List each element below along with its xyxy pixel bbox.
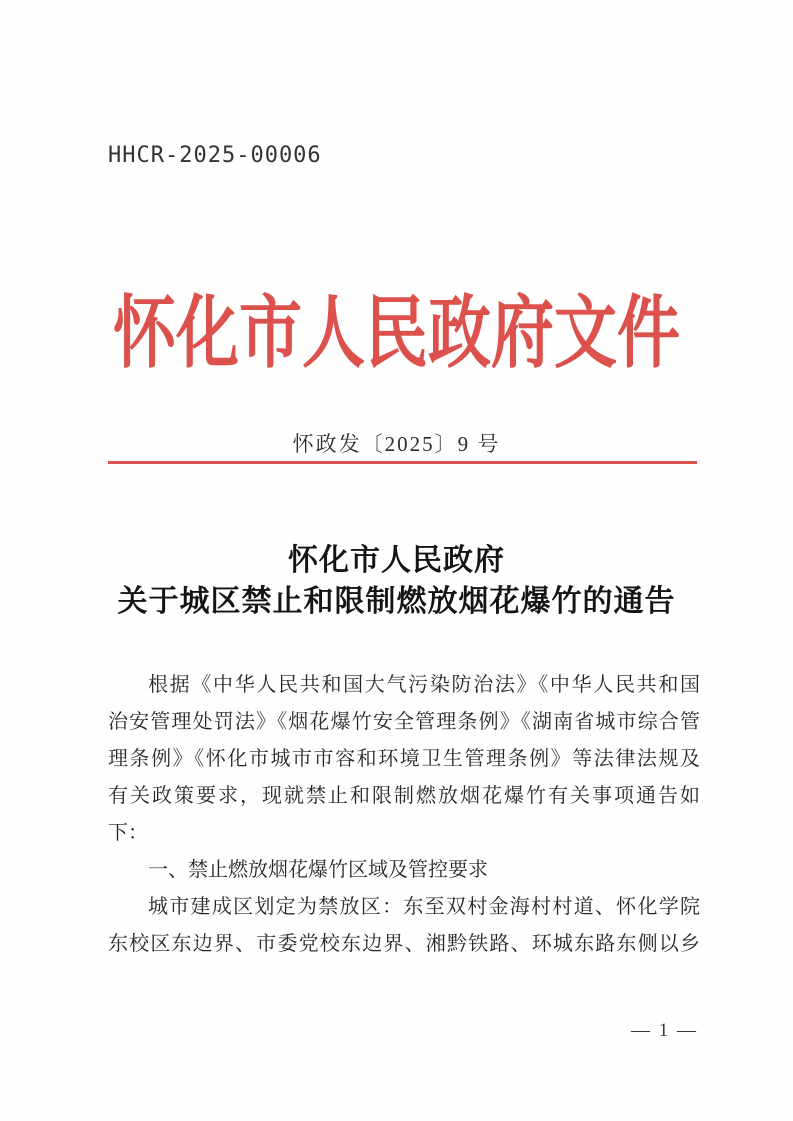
body-line: 东校区东边界、市委党校东边界、湘黔铁路、环城东路东侧以乡 <box>108 933 700 955</box>
body-section-heading: 一、禁止燃放烟花爆竹区域及管控要求 <box>148 859 488 881</box>
body-line: 有关政策要求，现就禁止和限制燃放烟花爆竹有关事项通告如 <box>108 785 700 807</box>
document-title <box>0 540 793 622</box>
body-line: 根据《中华人民共和国大气污染防治法》《中华人民共和国 <box>148 674 700 696</box>
document-title-line1: 怀化市人民政府 <box>288 544 505 577</box>
letterhead <box>0 270 793 378</box>
doc-reference-number: HHCR-2025-00006 <box>108 143 322 168</box>
body-line: 下： <box>108 822 148 844</box>
body-line: 理条例》《怀化市城市市容和环境卫生管理条例》等法律法规及 <box>108 748 700 770</box>
agency-letterhead-title: 怀化市人民政府文件 <box>113 290 680 378</box>
letterhead-divider-line <box>108 461 697 464</box>
page-number: — 1 — <box>631 1020 698 1041</box>
document-title-line2: 关于城区禁止和限制燃放烟花爆竹的通告 <box>117 585 676 618</box>
body-line: 城市建成区划定为禁放区：东至双村金海村村道、怀化学院 <box>148 896 700 918</box>
document-body <box>108 667 700 963</box>
body-line: 治安管理处罚法》《烟花爆竹安全管理条例》《湖南省城市综合管 <box>108 711 700 733</box>
issue-number: 怀政发〔2025〕9 号 <box>292 432 501 456</box>
